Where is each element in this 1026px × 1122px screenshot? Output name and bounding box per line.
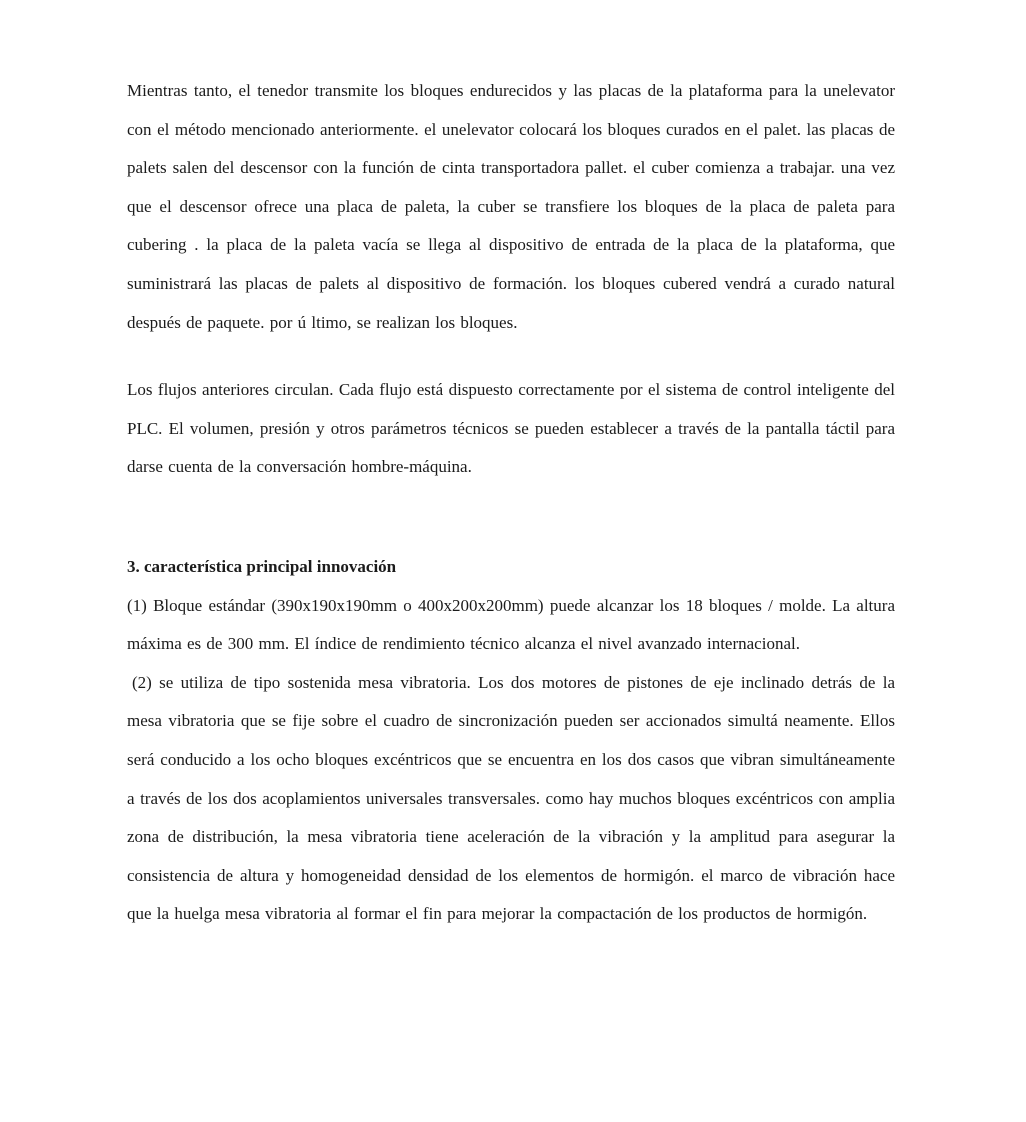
section-heading-innovation: 3. característica principal innovación <box>127 556 397 576</box>
paragraph-process-flow: Mientras tanto, el tenedor transmite los bloques endurecidos y las placas de la plataforma para la unelevator con el método mencionado anteriormente. el unelevator colocará los bloques curados en el palet. las placas de palets salen del descensor con la función de cinta transportadora pallet. el cuber comienza a trabajar. una vez que el descensor ofrece una placa de paleta, la cuber se transfiere los bloques de la placa de paleta para cubering . la placa de la paleta vacía se llega al dispositivo de entrada de la placa de la plataforma, que suministrará las placas de palets al dispositivo de formación. los bloques cubered vendrá a curado natural después de paquete. por ú ltimo, se realizan los bloques. <box>127 81 895 332</box>
paragraph-feature-1: (1) Bloque estándar (390x190x190mm o 400x200x200mm) puede alcanzar los 18 bloques / molde. La altura máxima es de 300 mm. El índice de rendimiento técnico alcanza el nivel avanzado internacional. <box>127 595 895 654</box>
paragraph-plc-control: Los flujos anteriores circulan. Cada flujo está dispuesto correctamente por el sistema de control inteligente del PLC. El volumen, presión y otros parámetros técnicos se pueden establecer a través de la pantalla táctil para darse cuenta de la conversación hombre-máquina. <box>127 380 895 477</box>
paragraph-feature-2: (2) se utiliza de tipo sostenida mesa vibratoria. Los dos motores de pistones de eje inclinado detrás de la mesa vibratoria que se fije sobre el cuadro de sincronización pueden ser accionados simultá neamente. Ellos será conducido a los ocho bloques excéntricos que se encuentra en los dos casos que vibran simultáneamente a través de los dos acoplamientos universales transversales. como hay muchos bloques excéntricos con amplia zona de distribución, la mesa vibratoria tiene aceleración de la vibración y la amplitud para asegurar la consistencia de altura y homogeneidad densidad de los elementos de hormigón. el marco de vibración hace que la huelga mesa vibratoria al formar el fin para mejorar la compactación de los productos de hormigón. <box>127 672 895 924</box>
